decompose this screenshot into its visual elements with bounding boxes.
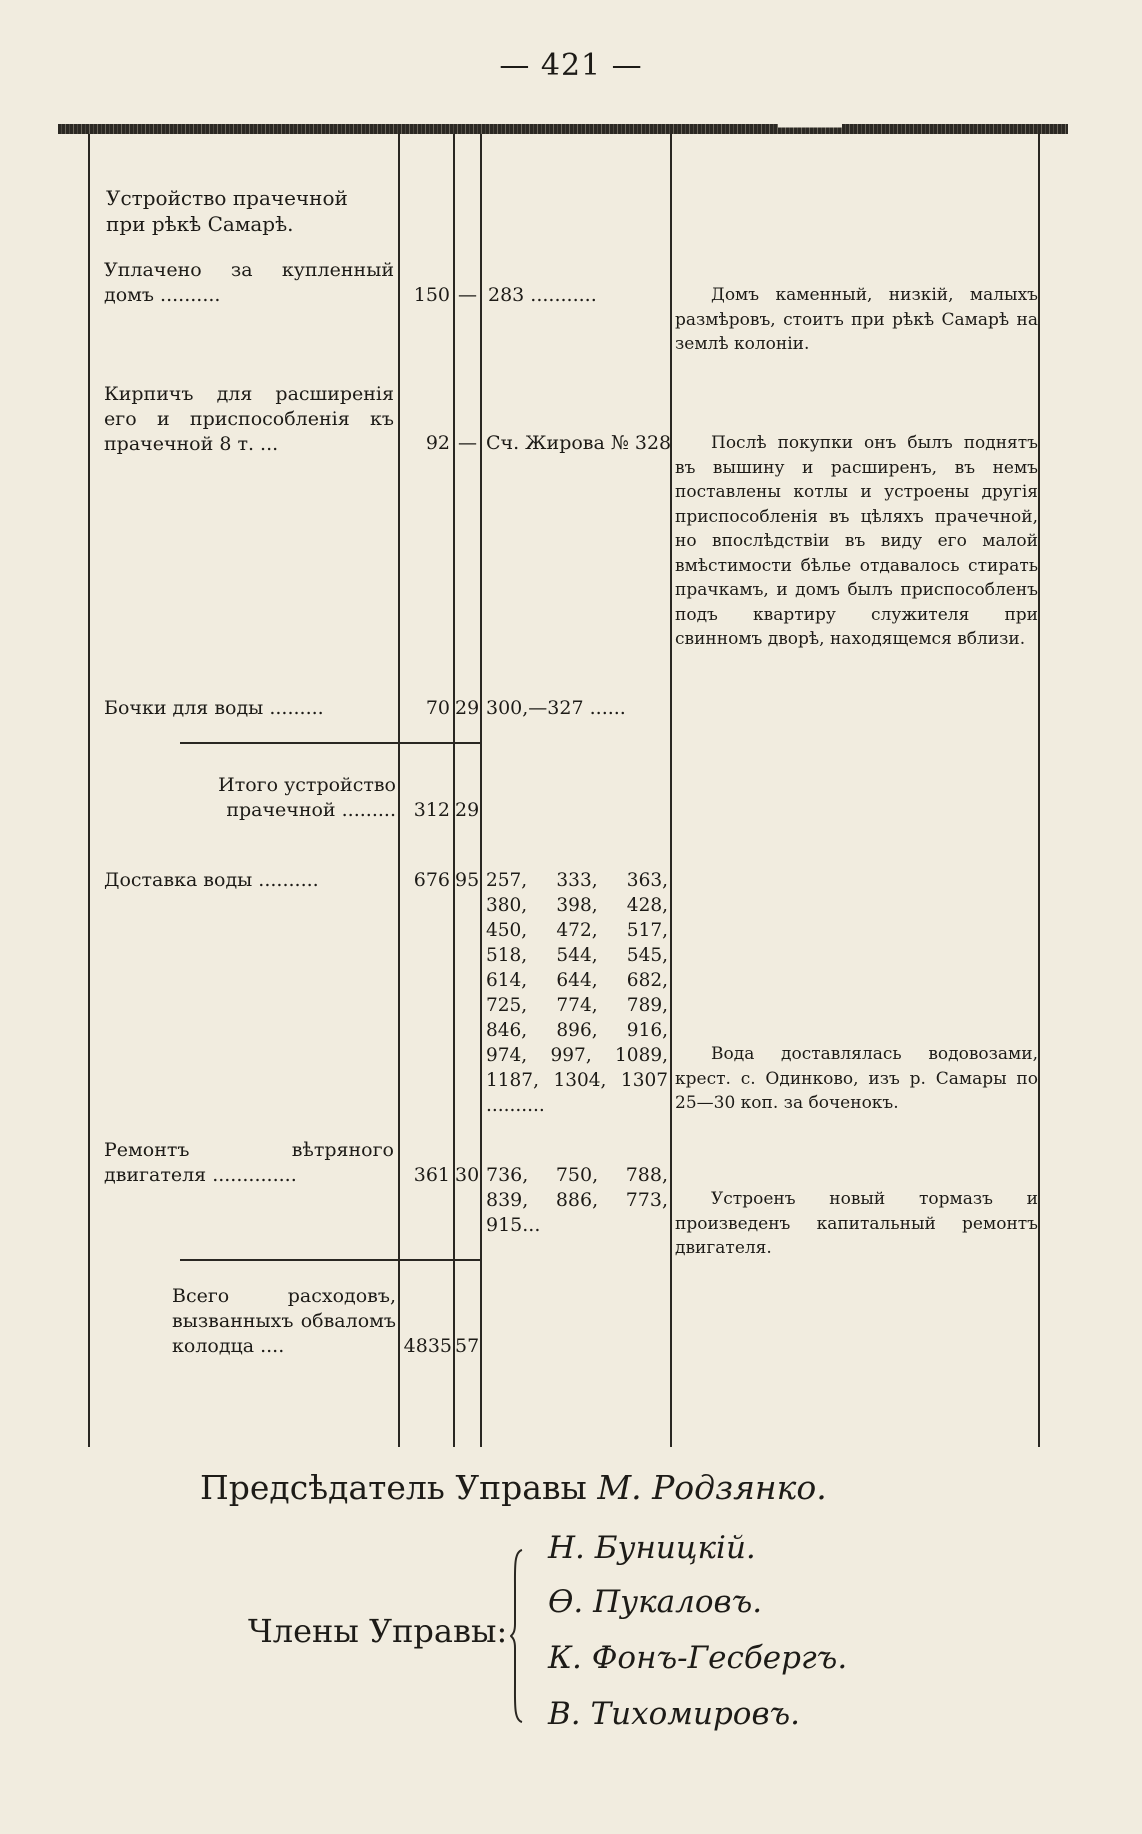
col-line-5 bbox=[1038, 134, 1040, 1447]
col-line-1 bbox=[398, 134, 400, 1447]
row-repair-note: Устроенъ новый тормазъ и произведенъ капитальный ремонтъ двигателя. bbox=[675, 1189, 1038, 1258]
row-brick-note: Послѣ покупки онъ былъ поднятъ въ вышину и расширенъ, въ немъ поставлены котлы и устроены другія приспособленія въ цѣляхъ прачечной, но впослѣдствіи въ виду его малой вмѣстимости бѣлье отдавалось стирать прачкамъ, и домъ былъ приспособленъ подъ квартиру служителя при свинномъ дворѣ, находящемся вблизи. bbox=[675, 433, 1038, 649]
row-water-kop: 95 bbox=[455, 869, 480, 891]
row-barrels-rub: 70 bbox=[425, 697, 450, 719]
members-label: Члены Управы: bbox=[248, 1612, 508, 1650]
row-barrels-item: Бочки для воды ......... bbox=[104, 697, 324, 719]
member-2: Ѳ. Пукаловъ. bbox=[548, 1584, 763, 1620]
top-rule bbox=[58, 124, 1068, 134]
chairman-label: Предсѣдатель Управы bbox=[200, 1468, 587, 1507]
row-water-item: Доставка воды .......... bbox=[104, 869, 319, 891]
row-barrels-kop: 29 bbox=[455, 697, 480, 719]
row-brick-refs: Сч. Жирова № 328 bbox=[486, 432, 672, 454]
row-heading-item: Устройство прачечной при рѣкѣ Самарѣ. bbox=[106, 186, 348, 236]
row-house-note: Домъ каменный, низкій, малыхъ размѣровъ, стоитъ при рѣкѣ Самарѣ на землѣ колоніи. bbox=[675, 285, 1038, 354]
row-brick-rub: 92 bbox=[425, 432, 450, 454]
col-line-4 bbox=[670, 134, 672, 1447]
row-total-rub: 4835 bbox=[403, 1335, 452, 1357]
row-repair-kop: 30 bbox=[455, 1164, 480, 1186]
row-subtotal-rub: 312 bbox=[413, 799, 450, 821]
row-barrels-refs: 300,—327 ...... bbox=[486, 697, 626, 719]
row-total-item: Всего расходовъ, вызванныхъ обваломъ колодца .... bbox=[172, 1285, 396, 1357]
row-house-refs: 283 ........... bbox=[488, 284, 597, 306]
row-subtotal-item: Итого устройство прачечной ......... bbox=[218, 774, 396, 821]
chairman-name: М. Родзянко. bbox=[597, 1468, 827, 1507]
member-3: К. Фонъ-Гесбергъ. bbox=[548, 1640, 848, 1676]
col-line-2 bbox=[453, 134, 455, 1447]
total-rule bbox=[180, 1259, 480, 1261]
row-house-item: Уплачено за купленный домъ .......... bbox=[104, 259, 394, 306]
row-water-rub: 676 bbox=[413, 869, 450, 891]
col-line-3 bbox=[480, 134, 482, 1447]
row-brick-item: Кирпичъ для расширенія его и приспособленія къ прачечной 8 т. ... bbox=[104, 383, 394, 455]
chairman-line bbox=[200, 1468, 827, 1507]
row-water-note: Вода доставлялась водовозами, крест. с. Одинково, изъ р. Самары по 25—30 коп. за боченокъ. bbox=[675, 1044, 1038, 1113]
member-1: Н. Буницкій. bbox=[548, 1530, 756, 1566]
row-house-kop: — bbox=[458, 284, 477, 306]
row-subtotal-kop: 29 bbox=[455, 799, 480, 821]
row-water-refs: 257, 333, 363, 380, 398, 428, 450, 472, 517, 518, 544, 545, 614, 644, 682, 725, 774, 789, 846, 896, 916, 974, 997, 1089, 1187, 1304, 1307 .......... bbox=[486, 870, 668, 1116]
col-line-0 bbox=[88, 134, 90, 1447]
members-brace bbox=[510, 1548, 524, 1724]
row-brick-kop: — bbox=[458, 432, 477, 454]
page-number: — 421 — bbox=[499, 48, 643, 83]
row-repair-refs: 736, 750, 788, 839, 886, 773, 915... bbox=[486, 1164, 668, 1236]
subtotal-rule bbox=[180, 742, 480, 744]
member-4: В. Тихомировъ. bbox=[548, 1696, 801, 1732]
row-total-kop: 57 bbox=[455, 1335, 480, 1357]
row-house-rub: 150 bbox=[413, 284, 450, 306]
row-repair-item: Ремонтъ вѣтряного двигателя .............. bbox=[104, 1139, 394, 1186]
row-repair-rub: 361 bbox=[413, 1164, 450, 1186]
